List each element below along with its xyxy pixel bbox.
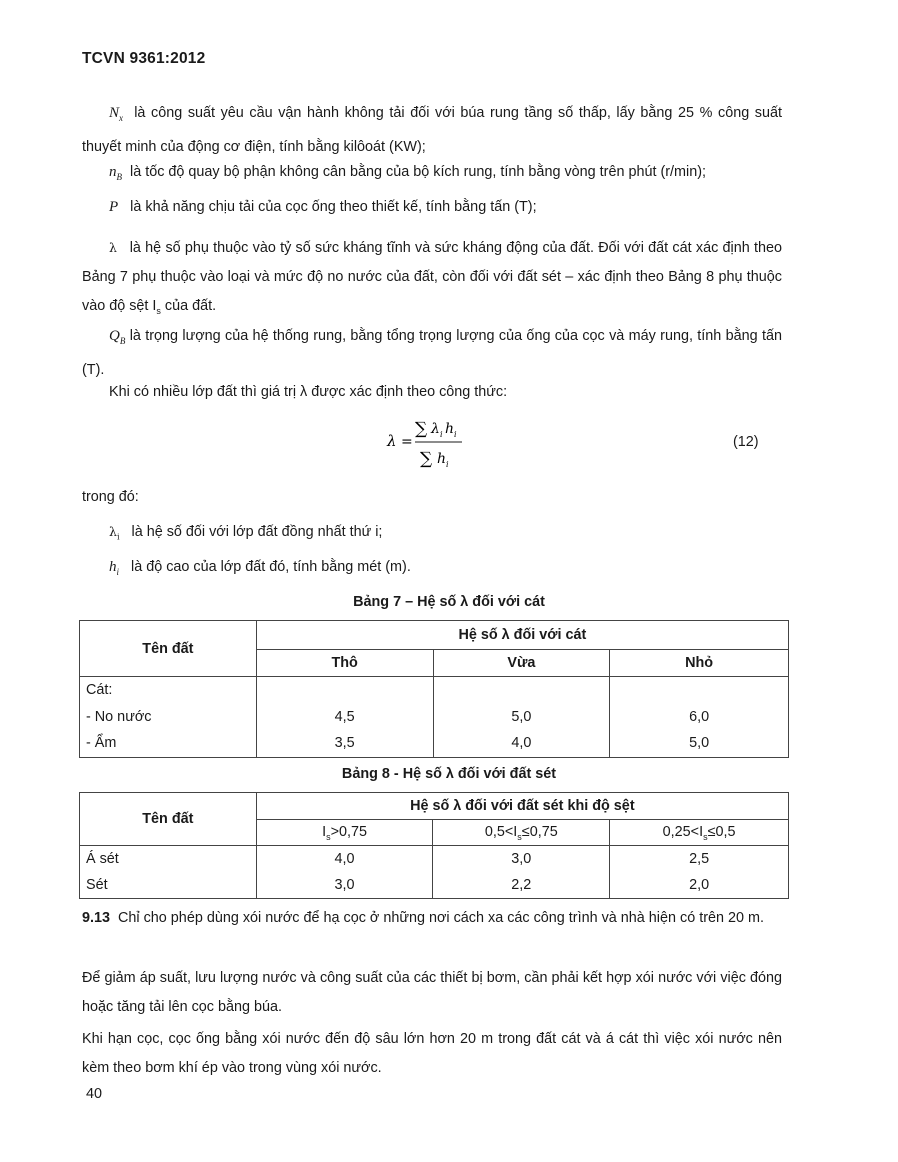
table8-subcol: $I_s>0,75$: [256, 820, 433, 846]
symbol-nb: $n_B$: [109, 164, 122, 182]
table-cell: 3,0: [511, 851, 532, 867]
symbol-nx: $N_x$: [109, 105, 124, 123]
table7-row-name: - Ẩm: [86, 735, 117, 751]
table8-col-header: Tên đất: [80, 793, 257, 846]
table8-cells: [433, 846, 610, 899]
table-cell: 4,5: [334, 708, 355, 725]
table7-row-names: [80, 677, 257, 758]
section-9-13: [82, 904, 782, 933]
table-cell: 5,0: [689, 735, 710, 751]
subscript-s: s: [156, 305, 161, 316]
formula-sum-top: ∑: [415, 419, 428, 439]
definition-lambda-tail: của đất.: [160, 298, 217, 314]
table-cell: 4,0: [334, 851, 355, 867]
standard-header: TCVN 9361:2012: [82, 50, 206, 67]
where-lambda-i-text: là hệ số đối với lớp đất đồng nhất thứ i;: [131, 524, 383, 540]
definition-lambda-text: là hệ số phụ thuộc vào tỷ số sức kháng tĩnh và sức kháng động của đất. Đối với đất cát xác định theo Bảng 7 phụ thuộc vào loại và mức độ no nước của đất, còn đối với đất sét – xác định theo Bảng 8 phụ thuộc vào độ sệt I: [82, 240, 782, 314]
table-cell: 2,0: [689, 877, 710, 893]
definition-qb: [82, 322, 782, 385]
formula-num-lambda: λ: [431, 421, 440, 437]
table8: [79, 792, 789, 899]
table7-group-header: Hệ số λ đối với cát: [256, 621, 788, 650]
table7-group-row: Cát:: [86, 682, 113, 698]
paragraph-pump: Để giảm áp suất, lưu lượng nước và công suất của các thiết bị bơm, cần phải kết hợp xói nước với việc đóng hoặc tăng tải lên cọc bằng búa.: [82, 970, 782, 1015]
table7-subcol: Nhỏ: [610, 650, 789, 677]
table7-cells: [256, 677, 433, 758]
table-cell: 6,0: [689, 708, 710, 725]
table7-col-header: Tên đất: [80, 621, 257, 677]
table8-row-name: Á sét: [86, 851, 119, 867]
formula-12: [385, 416, 485, 476]
table7-cells: [433, 677, 610, 758]
definition-nx: [82, 99, 782, 162]
table8-cells: [610, 846, 789, 899]
table8-row-names: [80, 846, 257, 899]
table7-subcol: Vừa: [433, 650, 610, 677]
formula-num-lambda-i: i: [440, 430, 443, 439]
formula-lhs: λ: [387, 432, 397, 450]
symbol-qb: $Q_B$: [109, 328, 126, 346]
table7-subcol: Thô: [256, 650, 433, 677]
definition-lambda: [82, 233, 782, 326]
formula-den-h: h: [437, 451, 447, 467]
table7-caption: Bảng 7 – Hệ số λ đối với cát: [353, 594, 545, 610]
table-cell: 5,0: [511, 708, 532, 725]
table7: [79, 620, 789, 758]
table-cell: 2,2: [511, 877, 532, 893]
symbol-lambda: λ: [109, 240, 117, 255]
symbol-lambda-i: $\lambda_i$: [109, 524, 120, 542]
formula-equals: =: [401, 434, 413, 450]
table-cell: 4,0: [511, 735, 532, 751]
table8-cells: [256, 846, 433, 899]
paragraph-depth: Khi hạn cọc, cọc ống bằng xói nước đến độ sâu lớn hơn 20 m trong đất cát và á cát thì việc xói nước nên kèm theo bơm khí ép vào trong vùng xói nước.: [82, 1031, 782, 1076]
table8-subcol: $0,5<I_s\le 0,75$: [433, 820, 610, 846]
page-number: 40: [86, 1086, 103, 1102]
table8-subcol: $0,25<I_s\le 0,5$: [610, 820, 789, 846]
symbol-p: P: [109, 199, 119, 215]
formula-den-h-i: i: [446, 460, 449, 469]
table-cell: 3,5: [334, 735, 355, 751]
table8-group-header: Hệ số λ đối với đất sét khi độ sệt: [256, 793, 788, 820]
definition-p: [109, 199, 537, 216]
table-cell: 3,0: [334, 877, 355, 893]
where-h-i-text: là độ cao của lớp đất đó, tính bằng mét (m).: [131, 559, 411, 575]
table7-row-name: - No nước: [86, 708, 152, 725]
formula-num-h: h: [445, 421, 455, 437]
table7-cells: [610, 677, 789, 758]
table8-caption: Bảng 8 - Hệ số λ đối với đất sét: [341, 766, 557, 782]
table8-row-name: Sét: [86, 877, 108, 893]
where-label: trong đó:: [82, 489, 139, 505]
formula-number: (12): [733, 434, 759, 450]
formula-intro: Khi có nhiều lớp đất thì giá trị λ được xác định theo công thức:: [109, 384, 508, 400]
formula-num-h-i: i: [454, 430, 457, 439]
where-h-i: [109, 559, 411, 577]
section-number: 9.13: [82, 910, 111, 926]
table-cell: 2,5: [689, 851, 710, 867]
definition-nx-text: là công suất yêu cầu vận hành không tải đối với búa rung tầng số thấp, lấy bằng 25 % công suất thuyết minh của động cơ điện, tính bằng kilôoát (KW);: [82, 105, 783, 155]
definition-p-text: là khả năng chịu tải của cọc ống theo thiết kế, tính bằng tấn (T);: [130, 199, 537, 215]
formula-sum-bottom: ∑: [420, 449, 433, 469]
symbol-h-i: $h_i$: [109, 559, 120, 577]
definition-nb: [109, 164, 706, 182]
where-lambda-i: [109, 524, 382, 542]
definition-nb-text: là tốc độ quay bộ phận không cân bằng của bộ kích rung, tính bằng vòng trên phút (r/min);: [130, 164, 707, 180]
section-text: Chỉ cho phép dùng xói nước để hạ cọc ở những nơi cách xa các công trình và nhà hiện có trên 20 m.: [118, 910, 764, 926]
definition-qb-text: là trọng lượng của hệ thống rung, bằng tổng trọng lượng của ống của cọc và máy rung, tính bằng tấn (T).: [82, 328, 783, 378]
